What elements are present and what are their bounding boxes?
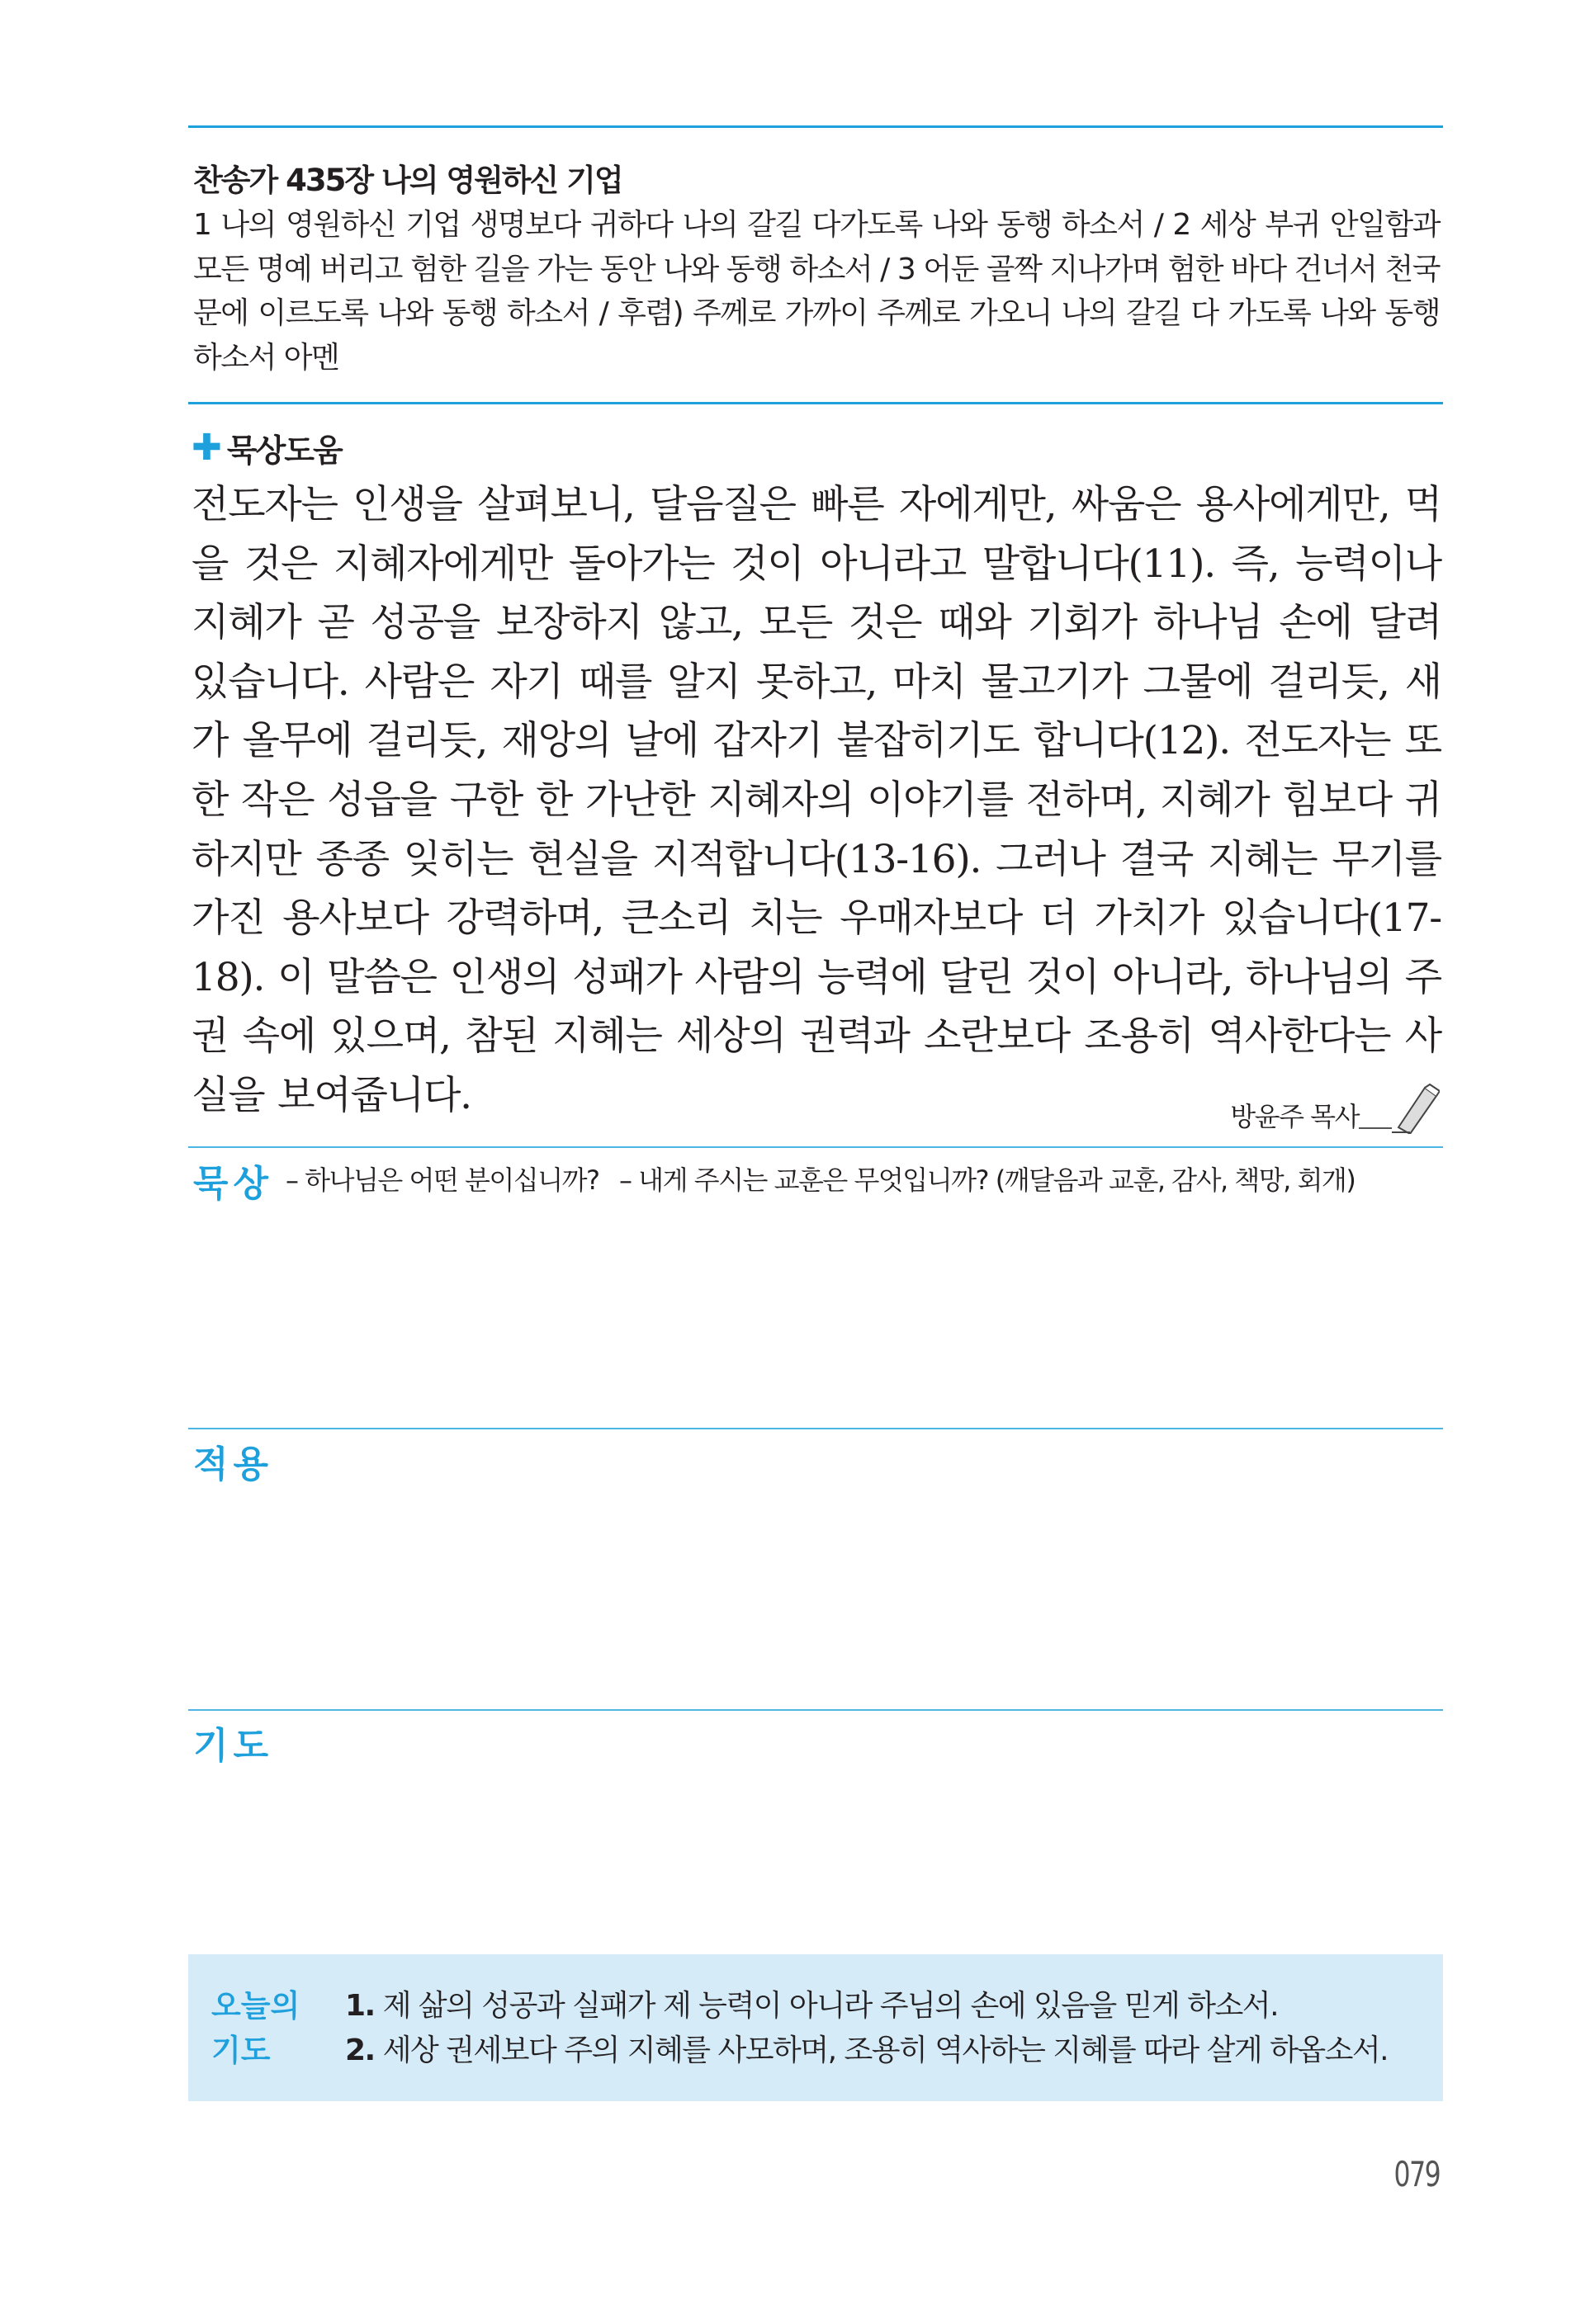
- hymn-divider: [188, 402, 1443, 404]
- signature: [1230, 1083, 1440, 1134]
- hymn-title: 찬송가 435장 나의 영원하신 기업: [193, 163, 622, 198]
- prayer-label: 기도: [193, 1725, 274, 1767]
- meditation-question-2: – 내게 주시는 교훈은 무엇입니까? (깨달음과 교훈, 감사, 책망, 회개): [619, 1164, 1356, 1196]
- meditation-help-heading: [192, 425, 342, 470]
- application-label: 적용: [193, 1443, 274, 1486]
- meditation-help-title: 묵상도움: [226, 432, 342, 469]
- todays-prayer-box: [188, 1954, 1443, 2101]
- meditation-divider: [188, 1146, 1443, 1148]
- prayer-item: 2. 세상 권세보다 주의 지혜를 사모하며, 조용히 역사하는 지혜를 따라 살게 하옵소서.: [345, 2034, 1389, 2067]
- top-divider: [188, 125, 1443, 128]
- meditation-label: 묵상: [193, 1163, 274, 1205]
- plus-icon: ✚: [192, 426, 220, 469]
- prayer-writing-area[interactable]: [188, 1766, 1443, 1939]
- prayer-item: 1. 제 삶의 성공과 실패가 제 능력이 아니라 주님의 손에 있음을 믿게 하소서.: [345, 1989, 1279, 2023]
- pencil-icon: [1392, 1083, 1440, 1134]
- signature-name: 방윤주 목사: [1230, 1101, 1359, 1132]
- todays-prayer-label: 오늘의 기도: [211, 1988, 300, 2068]
- meditation-writing-area[interactable]: [188, 1205, 1443, 1419]
- meditation-help-body: 전도자는 인생을 살펴보니, 달음질은 빠른 자에게만, 싸움은 용사에게만, 먹을 것은 지혜자에게만 돌아가는 것이 아니라고 말합니다(11). 즉, 능력이나 지혜가 곧 성공을 보장하지 않고, 모든 것은 때와 기회가 하나님 손에 달려 있습니다. 사람은 자기 때를 알지 못하고, 마치 물고기가 그물에 걸리듯, 새가 올무에 걸리듯, 재앙의 날에 갑자기 붙잡히기도 합니다(12). 전도자는 또한 작은 성읍을 구한 한 가난한 지혜자의 이야기를 전하며, 지혜가 힘보다 귀하지만 종종 잊히는 현실을 지적합니다(13-16). 그러나 결국 지혜는 무기를 가진 용사보다 강력하며, 큰소리 치는 우매자보다 더 가치가 있습니다(17-18). 이 말씀은 인생의 성패가 사람의 능력에 달린 것이 아니라, 하나님의 주권 속에 있으며, 참된 지혜는 세상의 권력과 소란보다 조용히 역사한다는 사실을 보여줍니다.: [192, 482, 1441, 1118]
- page-number: 079: [1393, 2154, 1440, 2194]
- meditation-question-1: – 하나님은 어떤 분이십니까?: [286, 1164, 599, 1196]
- application-writing-area[interactable]: [188, 1486, 1443, 1700]
- todays-prayer-items: [345, 1984, 1388, 2073]
- hymn-lyrics: 1 나의 영원하신 기업 생명보다 귀하다 나의 갈길 다가도록 나와 동행 하소서 / 2 세상 부귀 안일함과 모든 명예 버리고 험한 길을 가는 동안 나와 동행 하소서 / 3 어둔 골짝 지나가며 험한 바다 건너서 천국문에 이르도록 나와 동행 하소서 / 후렴) 주께로 가까이 주께로 가오니 나의 갈길 다 가도록 나와 동행 하소서 아멘: [193, 208, 1440, 375]
- prayer-divider: [188, 1709, 1443, 1711]
- application-divider: [188, 1428, 1443, 1429]
